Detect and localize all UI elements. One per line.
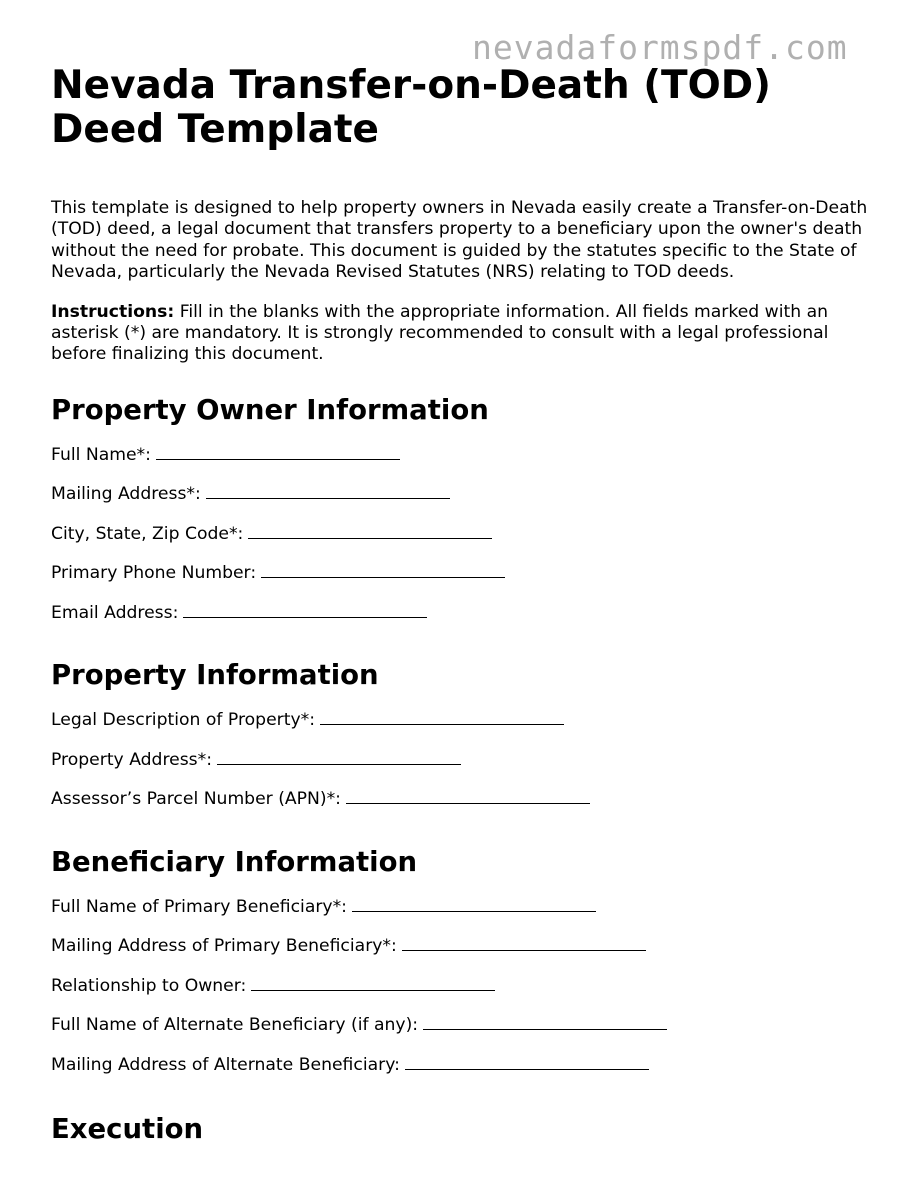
blank-line[interactable] bbox=[261, 561, 505, 578]
property-fields bbox=[51, 708, 881, 827]
blank-line[interactable] bbox=[352, 895, 596, 912]
field-property-address bbox=[51, 748, 881, 788]
field-legal-description bbox=[51, 708, 881, 748]
field-label: Mailing Address*: bbox=[51, 484, 201, 505]
field-label: Mailing Address of Alternate Beneficiary: bbox=[51, 1054, 400, 1075]
field-owner-mailing-address bbox=[51, 482, 881, 522]
field-label: Primary Phone Number: bbox=[51, 563, 257, 584]
field-label: Relationship to Owner: bbox=[51, 975, 247, 996]
page-title: Nevada Transfer-on-Death (TOD) Deed Template bbox=[51, 63, 771, 152]
section-heading-owner: Property Owner Information bbox=[51, 393, 489, 426]
field-apn bbox=[51, 787, 881, 827]
field-owner-city-state-zip bbox=[51, 522, 881, 562]
blank-line[interactable] bbox=[156, 443, 400, 460]
field-label: Full Name of Alternate Beneficiary (if any): bbox=[51, 1015, 419, 1036]
field-alternate-beneficiary-address bbox=[51, 1053, 881, 1093]
blank-line[interactable] bbox=[320, 708, 564, 725]
intro-paragraph: This template is designed to help property owners in Nevada easily create a Transfer-on-Death (TOD) deed, a legal document that transfers property to a beneficiary upon the owner's death without the need for probate. This document is guided by the statutes specific to the State of Nevada, particularly the Nevada Revised Statutes (NRS) relating to TOD deeds. bbox=[51, 198, 868, 283]
field-owner-phone bbox=[51, 561, 881, 601]
instructions-text: Fill in the blanks with the appropriate information. All fields marked with an asterisk (*) are mandatory. It is strongly recommended to consult with a legal professional before finalizing this document. bbox=[51, 301, 829, 365]
field-primary-beneficiary-address bbox=[51, 934, 881, 974]
field-owner-email bbox=[51, 601, 881, 641]
field-label: Full Name of Primary Beneficiary*: bbox=[51, 896, 347, 917]
field-label: Email Address: bbox=[51, 602, 179, 623]
blank-line[interactable] bbox=[251, 974, 495, 991]
field-label: City, State, Zip Code*: bbox=[51, 523, 244, 544]
document-page bbox=[51, 64, 881, 1146]
section-heading-property: Property Information bbox=[51, 659, 379, 692]
field-label: Mailing Address of Primary Beneficiary*: bbox=[51, 936, 397, 957]
blank-line[interactable] bbox=[405, 1053, 649, 1070]
owner-fields bbox=[51, 443, 881, 641]
watermark: nevadaformspdf.com bbox=[472, 28, 848, 67]
section-heading-execution: Execution bbox=[51, 1113, 204, 1146]
blank-line[interactable] bbox=[402, 934, 646, 951]
field-label: Property Address*: bbox=[51, 749, 213, 770]
field-owner-full-name bbox=[51, 443, 881, 483]
section-heading-beneficiary: Beneficiary Information bbox=[51, 845, 418, 878]
field-relationship bbox=[51, 974, 881, 1014]
field-label: Assessor’s Parcel Number (APN)*: bbox=[51, 789, 341, 810]
field-label: Legal Description of Property*: bbox=[51, 710, 316, 731]
instructions-paragraph bbox=[51, 302, 881, 366]
blank-line[interactable] bbox=[423, 1013, 667, 1030]
beneficiary-fields bbox=[51, 895, 881, 1093]
field-alternate-beneficiary-name bbox=[51, 1013, 881, 1053]
blank-line[interactable] bbox=[206, 482, 450, 499]
field-label: Full Name*: bbox=[51, 444, 151, 465]
blank-line[interactable] bbox=[346, 787, 590, 804]
blank-line[interactable] bbox=[217, 748, 461, 765]
instructions-label: Instructions: bbox=[51, 301, 175, 322]
blank-line[interactable] bbox=[248, 522, 492, 539]
blank-line[interactable] bbox=[183, 601, 427, 618]
field-primary-beneficiary-name bbox=[51, 895, 881, 935]
